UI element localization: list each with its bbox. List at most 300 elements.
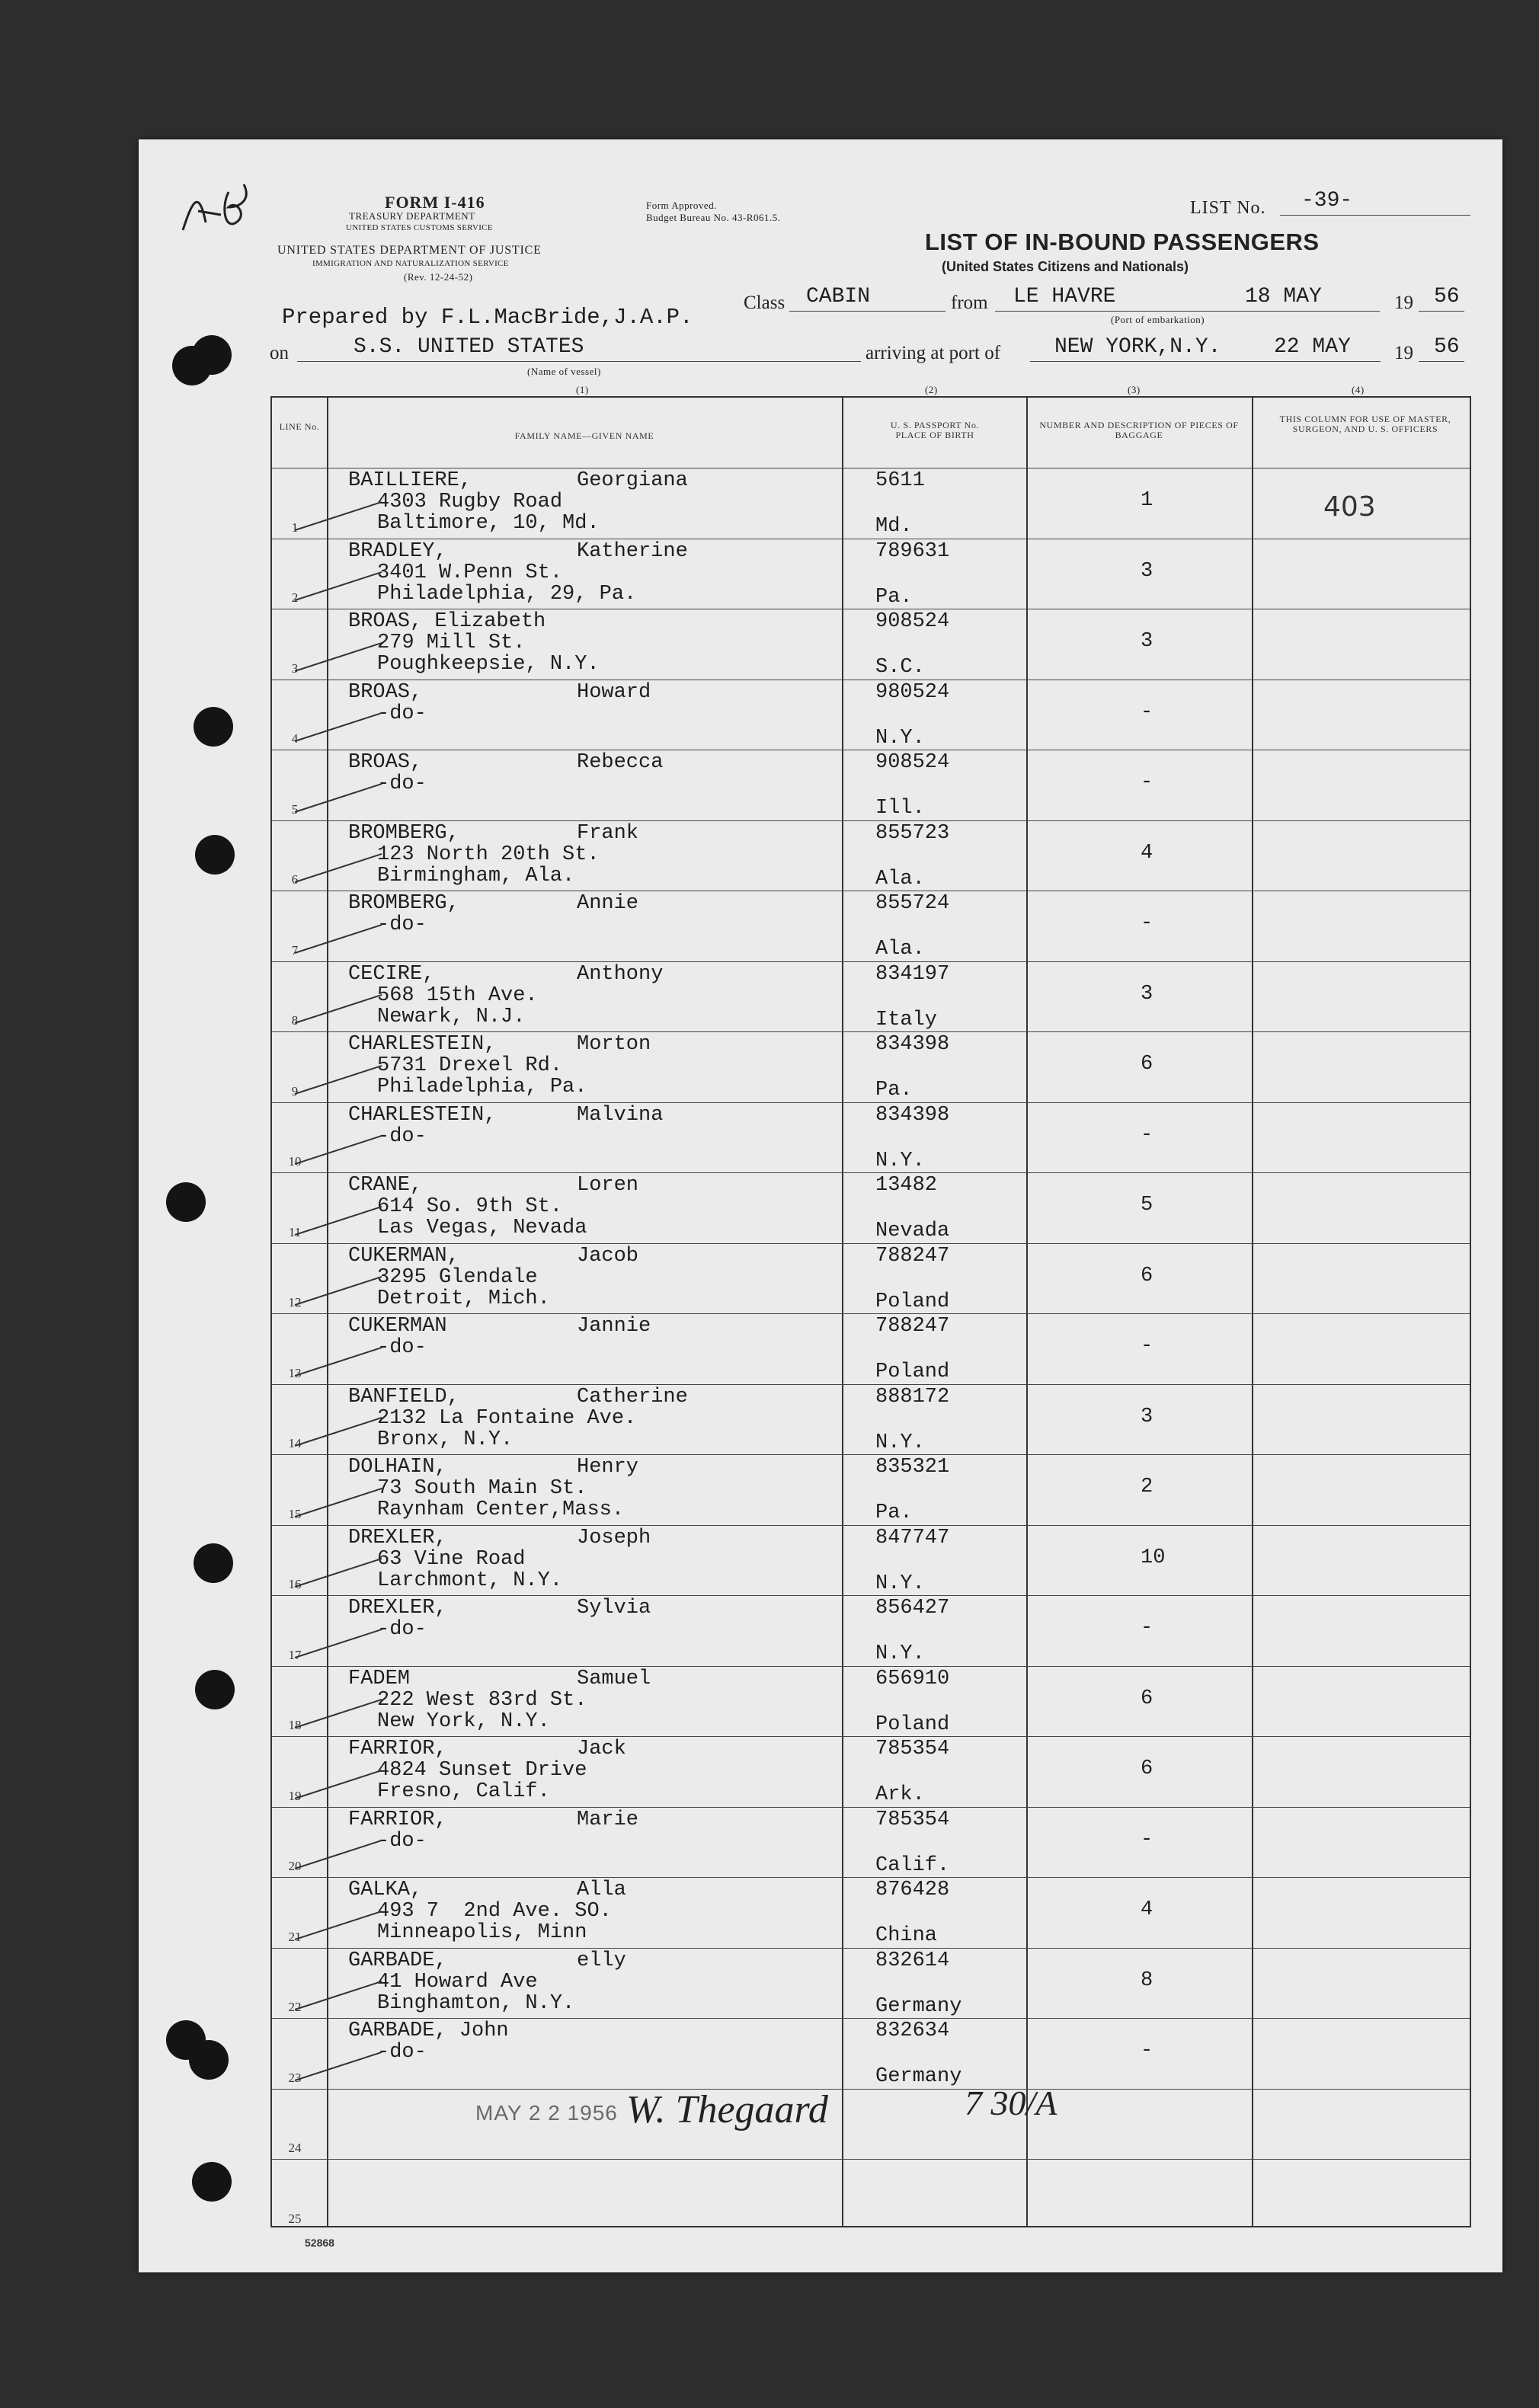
tally-mark xyxy=(295,1769,382,1799)
place-of-birth: Pa. xyxy=(875,585,913,609)
table-row xyxy=(272,1102,1470,1173)
family-name: DOLHAIN, xyxy=(348,1456,447,1479)
baggage-count: 10 xyxy=(1141,1546,1166,1569)
given-name: Katherine xyxy=(577,539,688,563)
col-num-2: (2) xyxy=(925,384,938,395)
tally-mark xyxy=(295,1135,382,1165)
table-row xyxy=(272,1172,1470,1243)
address-line-2: Birmingham, Ala. xyxy=(377,864,575,887)
table-row xyxy=(272,468,1470,539)
baggage-count: 3 xyxy=(1141,630,1153,653)
address-line-2: Poughkeepsie, N.Y. xyxy=(377,653,600,676)
table-row xyxy=(272,539,1470,609)
class-value: CABIN xyxy=(806,285,871,309)
table-row xyxy=(272,1948,1470,2019)
row-divider xyxy=(272,1525,1470,1526)
family-name: BROMBERG, xyxy=(348,892,459,915)
passport-number: 908524 xyxy=(875,610,950,633)
baggage-count: - xyxy=(1141,1617,1153,1639)
tally-mark xyxy=(295,853,382,883)
passport-number: 788247 xyxy=(875,1315,950,1338)
row-divider xyxy=(272,1031,1470,1032)
row-number: 14 xyxy=(288,1436,302,1450)
table-row xyxy=(272,1877,1470,1948)
table-row xyxy=(272,1807,1470,1878)
place-of-birth: Pa. xyxy=(875,1079,913,1102)
address-line-1: 614 So. 9th St. xyxy=(377,1195,563,1218)
baggage-count: - xyxy=(1141,912,1153,935)
class-line xyxy=(789,311,945,312)
family-name: CUKERMAN, xyxy=(348,1244,459,1268)
tally-mark xyxy=(295,1417,382,1447)
family-name: BRADLEY, xyxy=(348,539,447,563)
row-divider xyxy=(272,961,1470,962)
tally-mark xyxy=(295,500,382,530)
passport-number: 785354 xyxy=(875,1738,950,1760)
address-line-1: 63 Vine Road xyxy=(377,1547,526,1571)
baggage-count: - xyxy=(1141,700,1153,724)
tally-mark xyxy=(295,2051,382,2080)
row-divider xyxy=(272,2018,1470,2019)
row-number: 18 xyxy=(288,1718,302,1732)
place-of-birth: Ill. xyxy=(875,797,925,820)
from-line xyxy=(995,311,1380,312)
baggage-count: 3 xyxy=(1141,1405,1153,1428)
tally-mark xyxy=(295,1346,382,1376)
place-of-birth: China xyxy=(875,1924,938,1947)
on-label: on xyxy=(270,343,289,363)
table-row xyxy=(272,609,1470,680)
family-name: DREXLER, xyxy=(348,1597,447,1620)
place-of-birth: N.Y. xyxy=(875,1149,925,1172)
family-name: GALKA, xyxy=(348,1879,423,1901)
baggage-count: - xyxy=(1141,1123,1153,1146)
class-label: Class xyxy=(744,293,785,313)
place-of-birth: S.C. xyxy=(875,656,925,679)
passport-number: 876428 xyxy=(875,1879,950,1901)
officer-note: 403 xyxy=(1323,491,1376,523)
place-of-birth: Poland xyxy=(875,1290,950,1313)
passport-number: 832614 xyxy=(875,1949,950,1972)
family-name: BROAS, Elizabeth xyxy=(348,610,546,633)
page-subtitle: (United States Citizens and Nationals) xyxy=(942,259,1189,274)
tally-mark xyxy=(295,1981,382,2010)
given-name: Samuel xyxy=(577,1667,651,1690)
row-divider xyxy=(272,1384,1470,1385)
row-divider xyxy=(272,1877,1470,1878)
given-name: Jack xyxy=(577,1738,626,1760)
family-name: GARBADE, xyxy=(348,1949,447,1972)
address-line-1: 222 West 83rd St. xyxy=(377,1688,587,1712)
baggage-count: - xyxy=(1141,2039,1153,2062)
row-number: 24 xyxy=(288,2141,302,2155)
row-divider xyxy=(272,1807,1470,1808)
list-number-line xyxy=(1280,215,1470,216)
row-number: 17 xyxy=(288,1647,302,1662)
address-line-1: -do- xyxy=(377,2041,427,2064)
address-line-2: Baltimore, 10, Md. xyxy=(377,512,600,535)
row-divider xyxy=(272,1454,1470,1455)
passport-number: 855723 xyxy=(875,821,950,845)
tally-mark xyxy=(295,1487,382,1517)
binder-hole xyxy=(195,835,235,875)
table-row xyxy=(272,680,1470,750)
address-line-2: Binghamton, N.Y. xyxy=(377,1991,575,2015)
given-name: Loren xyxy=(577,1174,639,1197)
row-number: 15 xyxy=(288,1506,302,1521)
binder-hole xyxy=(192,2162,232,2202)
arrive-year-prefix: 19 xyxy=(1394,343,1413,363)
table-row xyxy=(272,2089,1470,2160)
row-divider xyxy=(272,1313,1470,1314)
address-line-1: 2132 La Fontaine Ave. xyxy=(377,1406,637,1430)
from-date: 18 MAY xyxy=(1245,285,1322,309)
passport-number: 834197 xyxy=(875,962,950,986)
address-line-1: 73 South Main St. xyxy=(377,1477,587,1500)
baggage-count: - xyxy=(1141,771,1153,794)
binder-hole xyxy=(194,707,233,747)
binder-hole xyxy=(194,1543,233,1583)
place-of-birth: Poland xyxy=(875,1712,950,1736)
family-name: BROMBERG, xyxy=(348,821,459,845)
row-number: 20 xyxy=(288,1859,302,1873)
row-divider xyxy=(272,1595,1470,1596)
family-name: CECIRE, xyxy=(348,962,435,986)
baggage-count: 6 xyxy=(1141,1053,1153,1076)
tally-mark xyxy=(295,782,382,812)
passport-number: 980524 xyxy=(875,680,950,704)
table-row xyxy=(272,1384,1470,1455)
passport-number: 847747 xyxy=(875,1526,950,1549)
row-number: 23 xyxy=(288,2070,302,2085)
table-row xyxy=(272,1031,1470,1102)
arrive-line xyxy=(1030,361,1381,362)
given-name: Marie xyxy=(577,1808,639,1831)
family-name: FARRIOR, xyxy=(348,1808,447,1831)
family-name: GARBADE, John xyxy=(348,2019,509,2042)
row-number: 22 xyxy=(288,2000,302,2014)
family-name: BROAS, xyxy=(348,680,423,704)
family-name: CHARLESTEIN, xyxy=(348,1103,497,1127)
vessel-caption: (Name of vessel) xyxy=(527,366,601,377)
list-number-value: -39- xyxy=(1301,189,1353,213)
table-row xyxy=(272,750,1470,820)
arrive-port: NEW YORK,N.Y. xyxy=(1054,335,1221,359)
col-num-3: (3) xyxy=(1128,384,1141,395)
row-divider xyxy=(272,1102,1470,1103)
place-of-birth: Nevada xyxy=(875,1220,950,1242)
passport-number: 789631 xyxy=(875,539,950,563)
baggage-count: 2 xyxy=(1141,1476,1153,1498)
row-divider xyxy=(272,2159,1470,2160)
row-number: 16 xyxy=(288,1577,302,1591)
tally-mark xyxy=(295,923,382,953)
given-name: Joseph xyxy=(577,1526,651,1549)
table-row xyxy=(272,2018,1470,2089)
tally-mark xyxy=(295,1205,382,1235)
passport-number: 13482 xyxy=(875,1174,938,1197)
row-divider xyxy=(272,2089,1470,2090)
row-number: 6 xyxy=(291,872,299,887)
place-of-birth: Poland xyxy=(875,1361,950,1383)
row-divider xyxy=(272,1736,1470,1737)
row-number: 7 xyxy=(291,942,299,958)
place-of-birth: Germany xyxy=(875,2065,962,2088)
list-number-label: LIST No. xyxy=(1190,198,1266,218)
row-divider xyxy=(272,820,1470,821)
col-num-4: (4) xyxy=(1352,384,1365,395)
vessel-line xyxy=(297,361,861,362)
baggage-count: 3 xyxy=(1141,559,1153,583)
passport-number: 834398 xyxy=(875,1103,950,1127)
binder-hole xyxy=(166,1182,206,1222)
passport-number: 855724 xyxy=(875,892,950,915)
place-of-birth: N.Y. xyxy=(875,726,925,750)
family-name: BAILLIERE, xyxy=(348,469,472,492)
place-of-birth: N.Y. xyxy=(875,1431,925,1454)
address-line-1: -do- xyxy=(377,772,427,795)
officer-signature: W. Thegaard xyxy=(626,2088,828,2131)
baggage-count: 6 xyxy=(1141,1757,1153,1780)
passport-number: 788247 xyxy=(875,1244,950,1268)
address-line-1: -do- xyxy=(377,1829,427,1853)
tally-mark xyxy=(295,641,382,671)
family-name: FARRIOR, xyxy=(348,1738,447,1760)
tally-mark xyxy=(295,1840,382,1869)
address-line-2: Las Vegas, Nevada xyxy=(377,1217,587,1239)
baggage-count: - xyxy=(1141,1828,1153,1851)
family-name: DREXLER, xyxy=(348,1526,447,1549)
ins-service: IMMIGRATION AND NATURALIZATION SERVICE xyxy=(312,259,509,268)
address-line-1: 5731 Drexel Rd. xyxy=(377,1054,563,1077)
table-row xyxy=(272,1454,1470,1525)
address-line-1: 123 North 20th St. xyxy=(377,843,600,866)
row-number: 13 xyxy=(288,1365,302,1380)
passport-number: 834398 xyxy=(875,1033,950,1056)
page-title: LIST OF IN-BOUND PASSENGERS xyxy=(925,229,1320,255)
row-divider xyxy=(272,1948,1470,1949)
baggage-count: 5 xyxy=(1141,1194,1153,1217)
passport-number: 656910 xyxy=(875,1667,950,1690)
place-of-birth: Ala. xyxy=(875,867,925,891)
customs-service: UNITED STATES CUSTOMS SERVICE xyxy=(346,223,493,232)
passport-number: 785354 xyxy=(875,1808,950,1831)
address-line-2: Minneapolis, Minn xyxy=(377,1921,587,1944)
place-of-birth: Md. xyxy=(875,515,913,538)
given-name: Georgiana xyxy=(577,469,688,492)
from-label: from xyxy=(951,293,988,313)
baggage-count: 8 xyxy=(1141,1968,1153,1992)
tally-mark xyxy=(295,1558,382,1588)
col-header-officers: THIS COLUMN FOR USE OF MASTER, SURGEON, AND U. S. OFFICERS xyxy=(1279,414,1451,434)
place-of-birth: Germany xyxy=(875,1994,962,2018)
address-line-1: 4824 Sunset Drive xyxy=(377,1759,587,1782)
given-name: Annie xyxy=(577,892,639,915)
col-header-line-no: LINE No. xyxy=(279,421,320,432)
given-name: Howard xyxy=(577,680,651,704)
table-row xyxy=(272,1666,1470,1737)
row-number: 5 xyxy=(291,801,299,817)
binder-hole xyxy=(195,1670,235,1709)
address-line-1: -do- xyxy=(377,702,427,725)
given-name: elly xyxy=(577,1949,626,1972)
received-date-stamp: MAY 2 2 1956 xyxy=(475,2101,618,2125)
table-row xyxy=(272,1525,1470,1596)
prepared-by: Prepared by F.L.MacBride,J.A.P. xyxy=(282,305,693,330)
arrive-year-line xyxy=(1419,361,1464,362)
address-line-2: Raynham Center,Mass. xyxy=(377,1498,625,1521)
row-number: 1 xyxy=(291,520,299,535)
table-row xyxy=(272,891,1470,961)
col-header-baggage: NUMBER AND DESCRIPTION OF PIECES OF BAGGAGE xyxy=(1039,420,1239,440)
passport-number: 832634 xyxy=(875,2019,950,2042)
row-number: 9 xyxy=(291,1083,299,1098)
given-name: Anthony xyxy=(577,962,664,986)
justice-dept: UNITED STATES DEPARTMENT OF JUSTICE xyxy=(277,244,542,257)
row-divider xyxy=(272,1243,1470,1244)
address-line-2: New York, N.Y. xyxy=(377,1709,550,1733)
from-year-prefix: 19 xyxy=(1394,293,1413,313)
table-row xyxy=(272,1313,1470,1384)
form-number: FORM I-416 xyxy=(385,193,485,212)
tally-mark xyxy=(295,1910,382,1940)
family-name: CHARLESTEIN, xyxy=(348,1033,497,1056)
address-line-1: 568 15th Ave. xyxy=(377,983,538,1007)
row-number: 25 xyxy=(288,2211,302,2226)
binder-hole xyxy=(189,2040,229,2080)
from-year: 56 xyxy=(1434,285,1460,309)
handwritten-mark-icon xyxy=(175,177,259,245)
tally-mark xyxy=(295,994,382,1024)
passenger-table xyxy=(270,396,1471,2227)
col-header-passport: U. S. PASSPORT No. PLACE OF BIRTH xyxy=(890,420,980,440)
baggage-count: 6 xyxy=(1141,1687,1153,1710)
address-line-2: Bronx, N.Y. xyxy=(377,1428,514,1451)
given-name: Morton xyxy=(577,1033,651,1056)
form-approved: Form Approved. xyxy=(646,200,717,211)
tally-mark xyxy=(295,712,382,742)
table-row xyxy=(272,2159,1470,2230)
given-name: Frank xyxy=(577,821,639,845)
passport-number: 908524 xyxy=(875,751,950,774)
row-number: 8 xyxy=(291,1013,299,1028)
place-of-birth: Italy xyxy=(875,1008,938,1031)
family-name: CUKERMAN xyxy=(348,1315,447,1338)
address-line-2: Fresno, Calif. xyxy=(377,1780,550,1803)
place-of-birth: N.Y. xyxy=(875,1572,925,1595)
row-number: 19 xyxy=(288,1788,302,1803)
given-name: Jannie xyxy=(577,1315,651,1338)
passport-number: 5611 xyxy=(875,469,925,492)
form-code: 52868 xyxy=(305,2237,334,2249)
passport-number: 835321 xyxy=(875,1456,950,1479)
baggage-count: 4 xyxy=(1141,841,1153,865)
place-of-birth: N.Y. xyxy=(875,1642,925,1665)
arrive-date: 22 MAY xyxy=(1274,335,1351,359)
place-of-birth: Ala. xyxy=(875,938,925,961)
address-line-1: 279 Mill St. xyxy=(377,632,526,654)
tally-mark xyxy=(295,1276,382,1306)
tally-mark xyxy=(295,571,382,601)
place-of-birth: Pa. xyxy=(875,1501,913,1524)
tally-mark xyxy=(295,1628,382,1658)
col-num-1: (1) xyxy=(576,384,589,395)
inspection-time: 7 30/A xyxy=(965,2083,1057,2122)
col-header-name: FAMILY NAME—GIVEN NAME xyxy=(514,430,654,441)
arrive-year: 56 xyxy=(1434,335,1460,359)
baggage-count: 1 xyxy=(1141,489,1153,512)
given-name: Sylvia xyxy=(577,1597,651,1620)
table-row xyxy=(272,1243,1470,1314)
baggage-count: 3 xyxy=(1141,982,1153,1006)
given-name: Rebecca xyxy=(577,751,664,774)
table-row xyxy=(272,961,1470,1032)
address-line-1: 4303 Rugby Road xyxy=(377,491,563,513)
baggage-count: 4 xyxy=(1141,1898,1153,1921)
vessel-name: S.S. UNITED STATES xyxy=(354,335,584,359)
binder-hole xyxy=(192,335,232,375)
table-row xyxy=(272,820,1470,891)
from-port: LE HAVRE xyxy=(1013,285,1116,309)
address-line-1: 3295 Glendale xyxy=(377,1265,538,1289)
budget-bureau: Budget Bureau No. 43-R061.5. xyxy=(646,212,781,223)
address-line-1: -do- xyxy=(377,1336,427,1359)
address-line-1: 41 Howard Ave xyxy=(377,1970,538,1994)
address-line-1: -do- xyxy=(377,1618,427,1641)
given-name: Catherine xyxy=(577,1385,688,1409)
family-name: CRANE, xyxy=(348,1174,423,1197)
port-embark-caption: (Port of embarkation) xyxy=(1111,314,1205,325)
row-number: 2 xyxy=(291,590,299,605)
tally-mark xyxy=(295,1064,382,1094)
row-number: 3 xyxy=(291,660,299,676)
place-of-birth: Calif. xyxy=(875,1853,950,1877)
given-name: Malvina xyxy=(577,1103,664,1127)
treasury-dept: TREASURY DEPARTMENT xyxy=(349,210,475,222)
form-revision: (Rev. 12-24-52) xyxy=(404,271,473,283)
tally-mark xyxy=(295,1699,382,1728)
table-row xyxy=(272,1595,1470,1666)
address-line-2: Larchmont, N.Y. xyxy=(377,1569,563,1592)
baggage-count: - xyxy=(1141,1335,1153,1357)
passport-number: 888172 xyxy=(875,1385,950,1409)
given-name: Henry xyxy=(577,1456,639,1479)
family-name: BANFIELD, xyxy=(348,1385,459,1409)
address-line-1: -do- xyxy=(377,913,427,936)
address-line-2: Philadelphia, Pa. xyxy=(377,1076,587,1098)
address-line-1: 493 7 2nd Ave. SO. xyxy=(377,1900,612,1923)
address-line-2: Philadelphia, 29, Pa. xyxy=(377,582,637,606)
row-number: 21 xyxy=(288,1929,302,1944)
row-divider xyxy=(272,1666,1470,1667)
from-year-line xyxy=(1419,311,1464,312)
address-line-2: Newark, N.J. xyxy=(377,1005,526,1028)
place-of-birth: Ark. xyxy=(875,1783,925,1806)
given-name: Alla xyxy=(577,1879,626,1901)
address-line-2: Detroit, Mich. xyxy=(377,1287,550,1310)
family-name: BROAS, xyxy=(348,751,423,774)
baggage-count: 6 xyxy=(1141,1264,1153,1287)
address-line-1: 3401 W.Penn St. xyxy=(377,561,563,584)
given-name: Jacob xyxy=(577,1244,639,1268)
address-line-1: -do- xyxy=(377,1124,427,1148)
row-divider xyxy=(272,1172,1470,1173)
family-name: FADEM xyxy=(348,1667,411,1690)
row-number: 4 xyxy=(291,731,299,746)
passport-number: 856427 xyxy=(875,1597,950,1620)
row-number: 12 xyxy=(288,1295,302,1310)
row-number: 10 xyxy=(288,1154,302,1169)
